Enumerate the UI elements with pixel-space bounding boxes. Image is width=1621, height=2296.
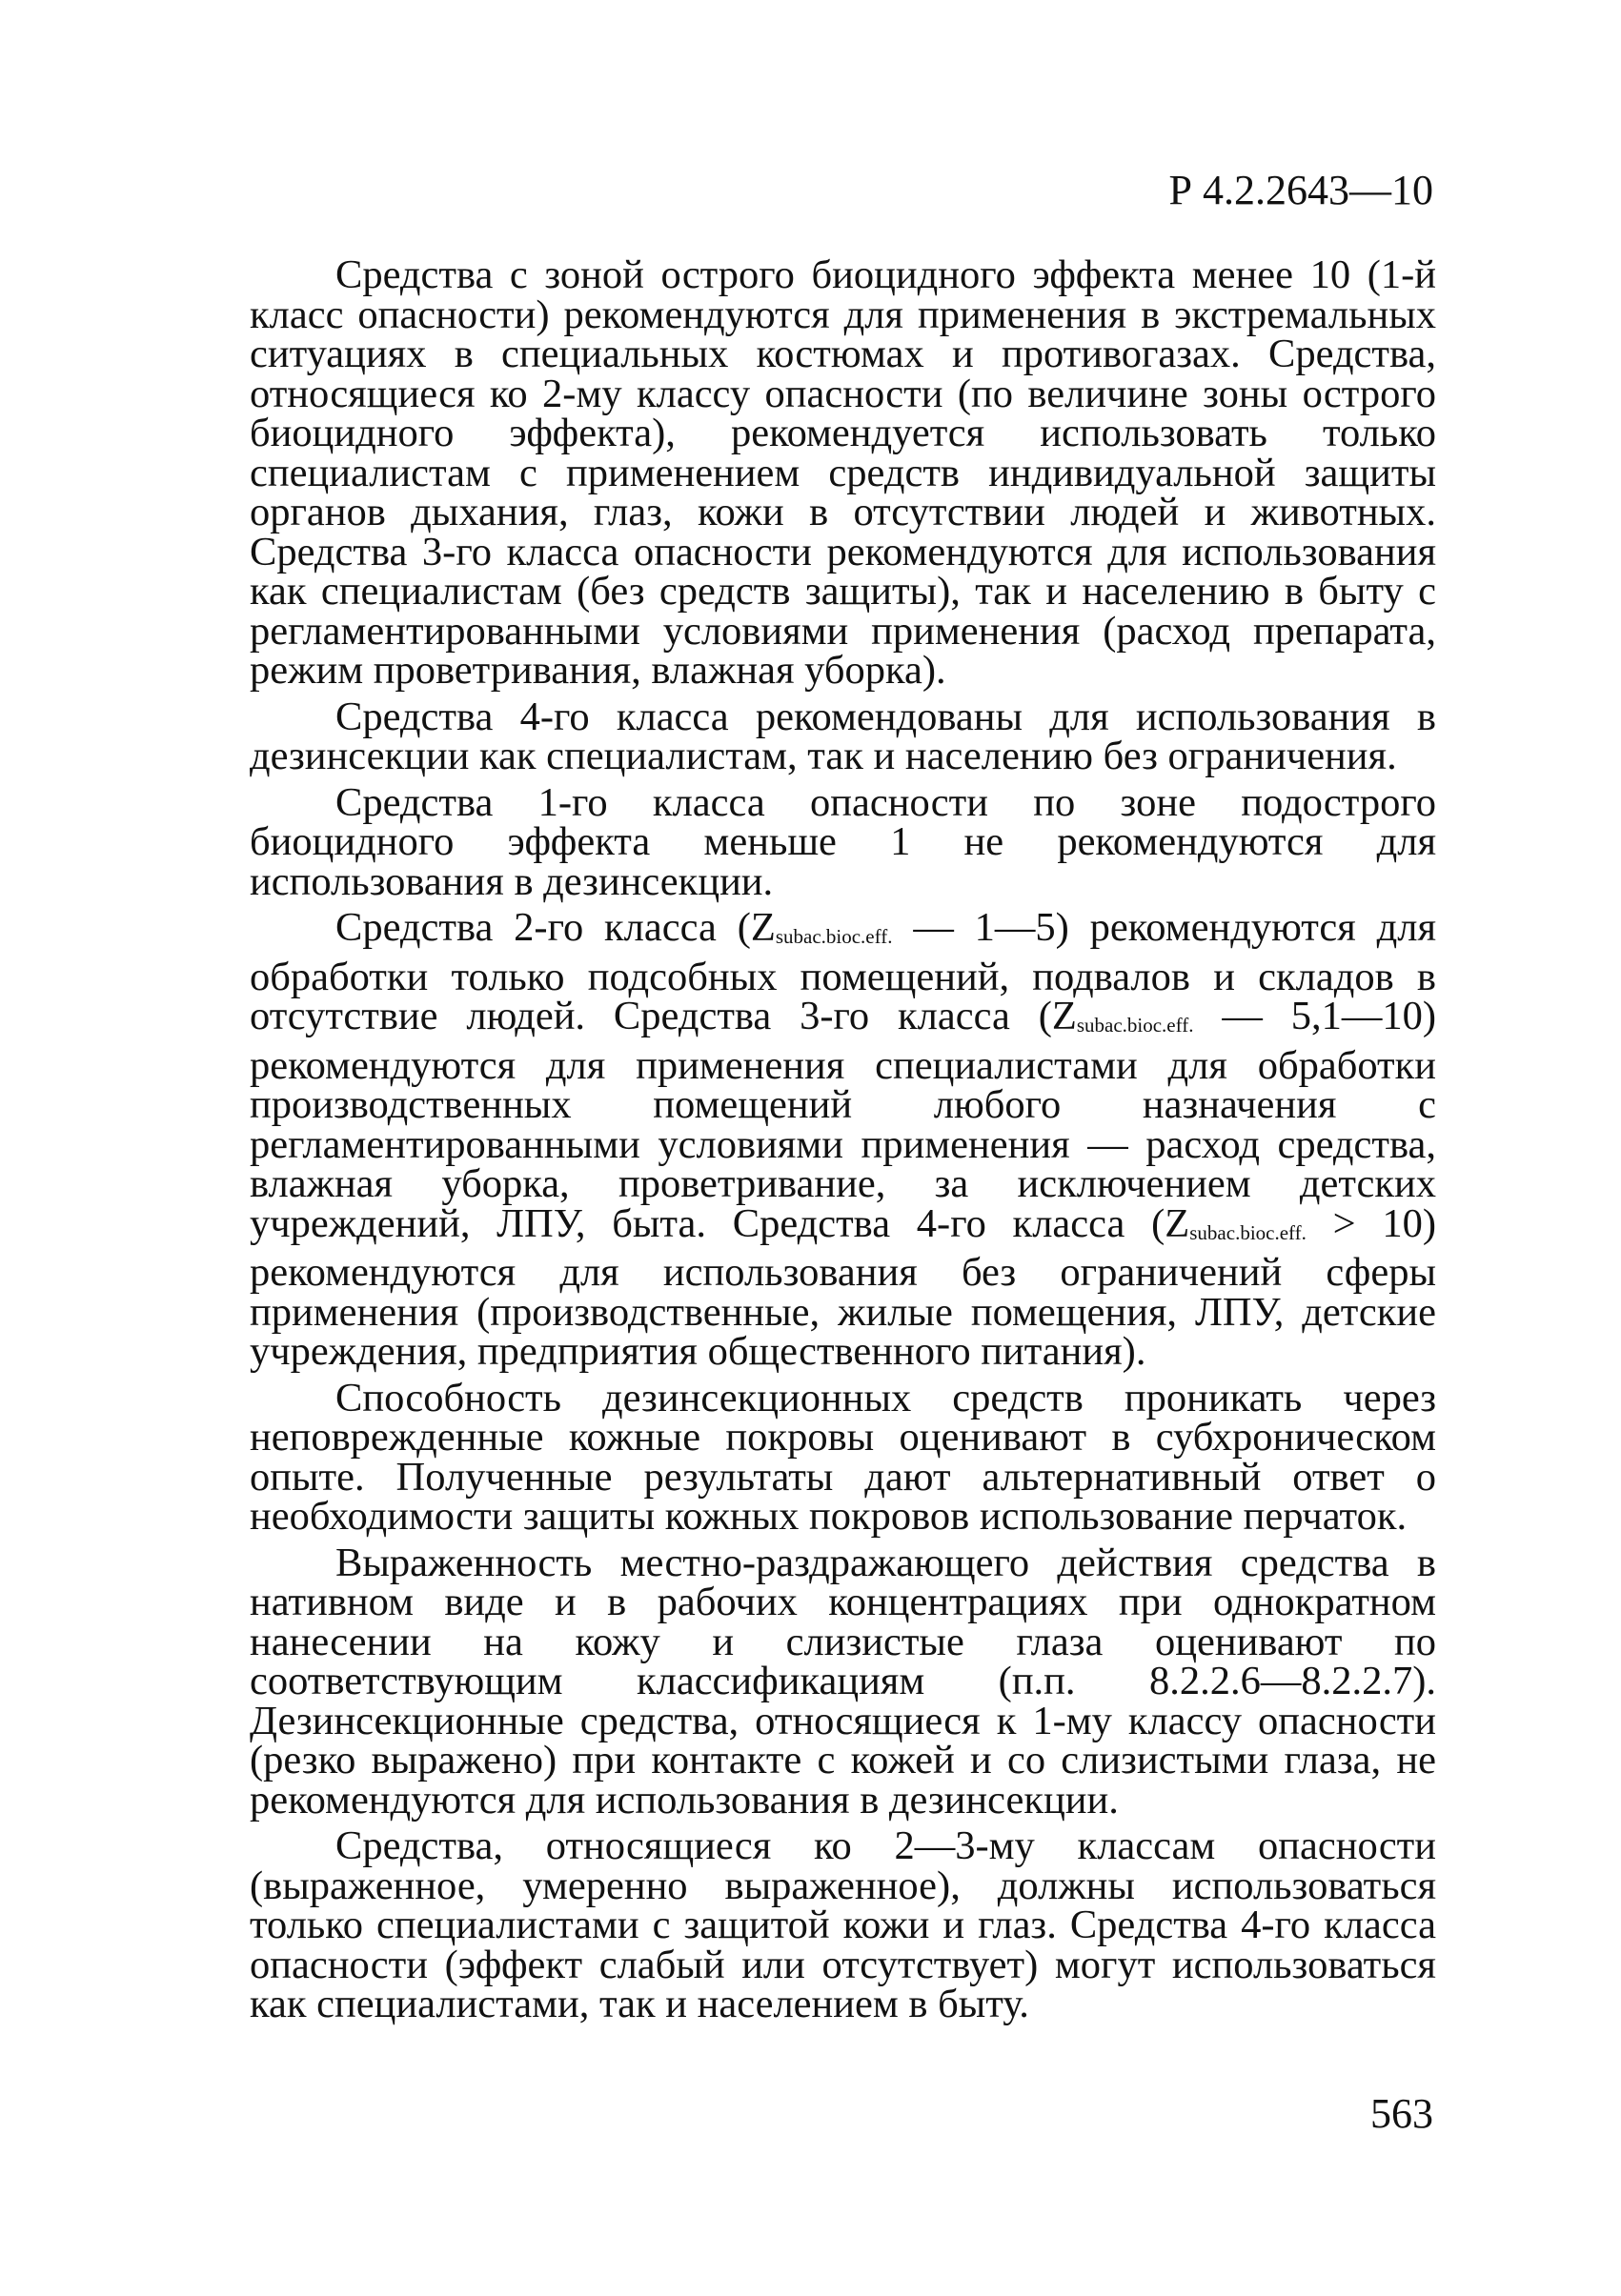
text-run: > 10) рекомендуются для использования без ограничений сферы применения (производственные, жилые помещения, ЛПУ, детские учреждения, предприятия общественного питания). [250,1200,1437,1374]
page-number: 563 [1370,2090,1433,2137]
text-run: — 1—5) рекомендуются для обработки только подсобных помещений, подвалов и складов в отсутствие людей. Средства 3-го класса (Z [250,905,1436,1038]
paragraph: Способность дезинсекционных средств проникать через неповрежденные кожные покровы оценивают в субхроническом опыте. Полученные результаты дают альтернативный ответ о необходимости защиты кожных покровов использование перчаток. [250,1375,1436,1539]
paragraph: Средства 1-го класса опасности по зоне подострого биоцидного эффекта меньше 1 не рекомендуются для использования в дезинсекции. [250,779,1436,904]
text-run: — 5,1—10) рекомендуются для применения специалистами для обработки производственных помещений любого назначения с регламентированными условиями применения — расход средства, влажная уборка, проветривание, за исключением детских учреждений, ЛПУ, быта. Средства 4-го класса (Z [250,994,1436,1246]
text-run: Средства 2-го класса (Z [335,905,776,950]
paragraph: Средства 4-го класса рекомендованы для использования в дезинсекции как специалистам, так и населению без ограничения. [250,694,1436,778]
z-subscript: subac.bioc.eff. [1189,1220,1307,1244]
paragraph: Средства с зоной острого биоцидного эффекта менее 10 (1-й класс опасности) рекомендуются для применения в экстремальных ситуациях в специальных костюмах и противогазах. Средства, относящиеся ко 2-му классу опасности (по величине зоны острого биоцидного эффекта), рекомендуется использовать только специалистам с применением средств индивидуальной защиты органов дыхания, глаз, кожи в отсутствии людей и животных. Средства 3-го класса опасности рекомендуются для использования как специалистам (без средств защиты), так и населению в быту с регламентированными условиями применения (расход препарата, режим проветривания, влажная уборка). [250,252,1436,693]
z-subscript: subac.bioc.eff. [775,925,893,948]
paragraph: Средства, относящиеся ко 2—3-му классам опасности (выраженное, умеренно выраженное), должны использоваться только специалистами с защитой кожи и глаз. Средства 4-го класса опасности (эффект слабый или отсутствует) могут использоваться как специалистами, так и населением в быту. [250,1823,1436,2026]
body-text [250,252,1437,2031]
paragraph: Выраженность местно-раздражающего действия средства в нативном виде и в рабочих концентрациях при однократном нанесении на кожу и слизистые глаза оценивают по соответствующим классификациям (п.п. 8.2.2.6—8.2.2.7). Дезинсекционные средства, относящиеся к 1-му классу опасности (резко выражено) при контакте с кожей и со слизистыми глаза, не рекомендуются для использования в дезинсекции. [250,1540,1436,1823]
document-code: Р 4.2.2643—10 [1168,167,1433,213]
z-subscript: subac.bioc.eff. [1076,1014,1194,1037]
paragraph-with-formula [250,905,1437,1374]
